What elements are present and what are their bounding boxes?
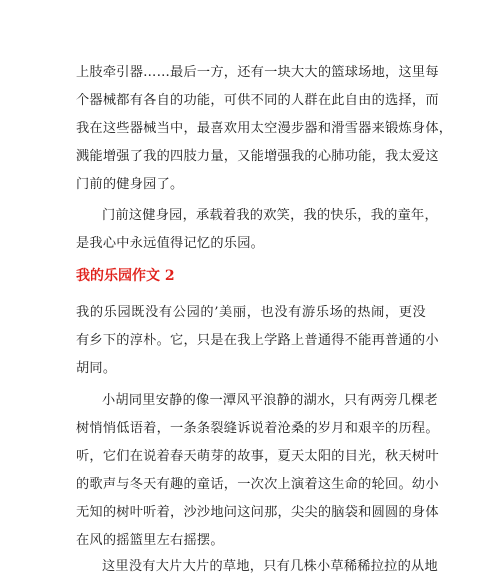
text-line: 门前的健身园了。 xyxy=(76,177,184,192)
text-line: 无知的树叶听着，沙沙地问这问那，尖尖的脑袋和圆圆的身体 xyxy=(76,505,439,520)
text-line: 听，它们在说着春天萌芽的故事，夏天太阳的目光，秋天树叶 xyxy=(76,449,439,464)
text-line: 个器械都有各自的功能，可供不同的人群在此自由的选择，而 xyxy=(76,93,439,108)
text-line: 是我心中永远值得记忆的乐园。 xyxy=(76,236,265,251)
text-line: 小胡同里安静的像一潭风平浪静的湖水，只有两旁几棵老 xyxy=(102,393,438,408)
text-line: 门前这健身园，承载着我的欢笑，我的快乐，我的童年， xyxy=(102,208,438,223)
text-line: 我在这些器械当中，最喜欢用太空漫步器和滑雪器来锻炼身体， xyxy=(76,121,453,136)
text-line: 我的乐园既没有公园的’美丽，也没有游乐场的热闹，更没 xyxy=(76,305,426,320)
text-line: 在风的摇篮里左右摇摆。 xyxy=(76,533,224,548)
section-heading: 我的乐园作文 2 xyxy=(76,268,175,284)
text-line: 这里没有大片大片的草地，只有几株小草稀稀拉拉的从地 xyxy=(102,559,438,574)
text-line: 有乡下的淳朴。它，只是在我上学路上普通得不能再普通的小 xyxy=(76,333,439,348)
text-line: 的歌声与冬天有趣的童话，一次次上演着这生命的轮回。幼小 xyxy=(76,477,439,492)
text-line: 树悄悄低语着，一条条裂缝诉说着沧桑的岁月和艰辛的历程。 xyxy=(76,421,439,436)
text-line: 胡同。 xyxy=(76,361,117,376)
text-line: 上肢牵引器……最后一方，还有一块大大的篮球场地，这里每 xyxy=(76,65,439,80)
text-line: 溅能增强了我的四肢力量，又能增强我的心肺功能，我太爱这 xyxy=(76,149,439,164)
